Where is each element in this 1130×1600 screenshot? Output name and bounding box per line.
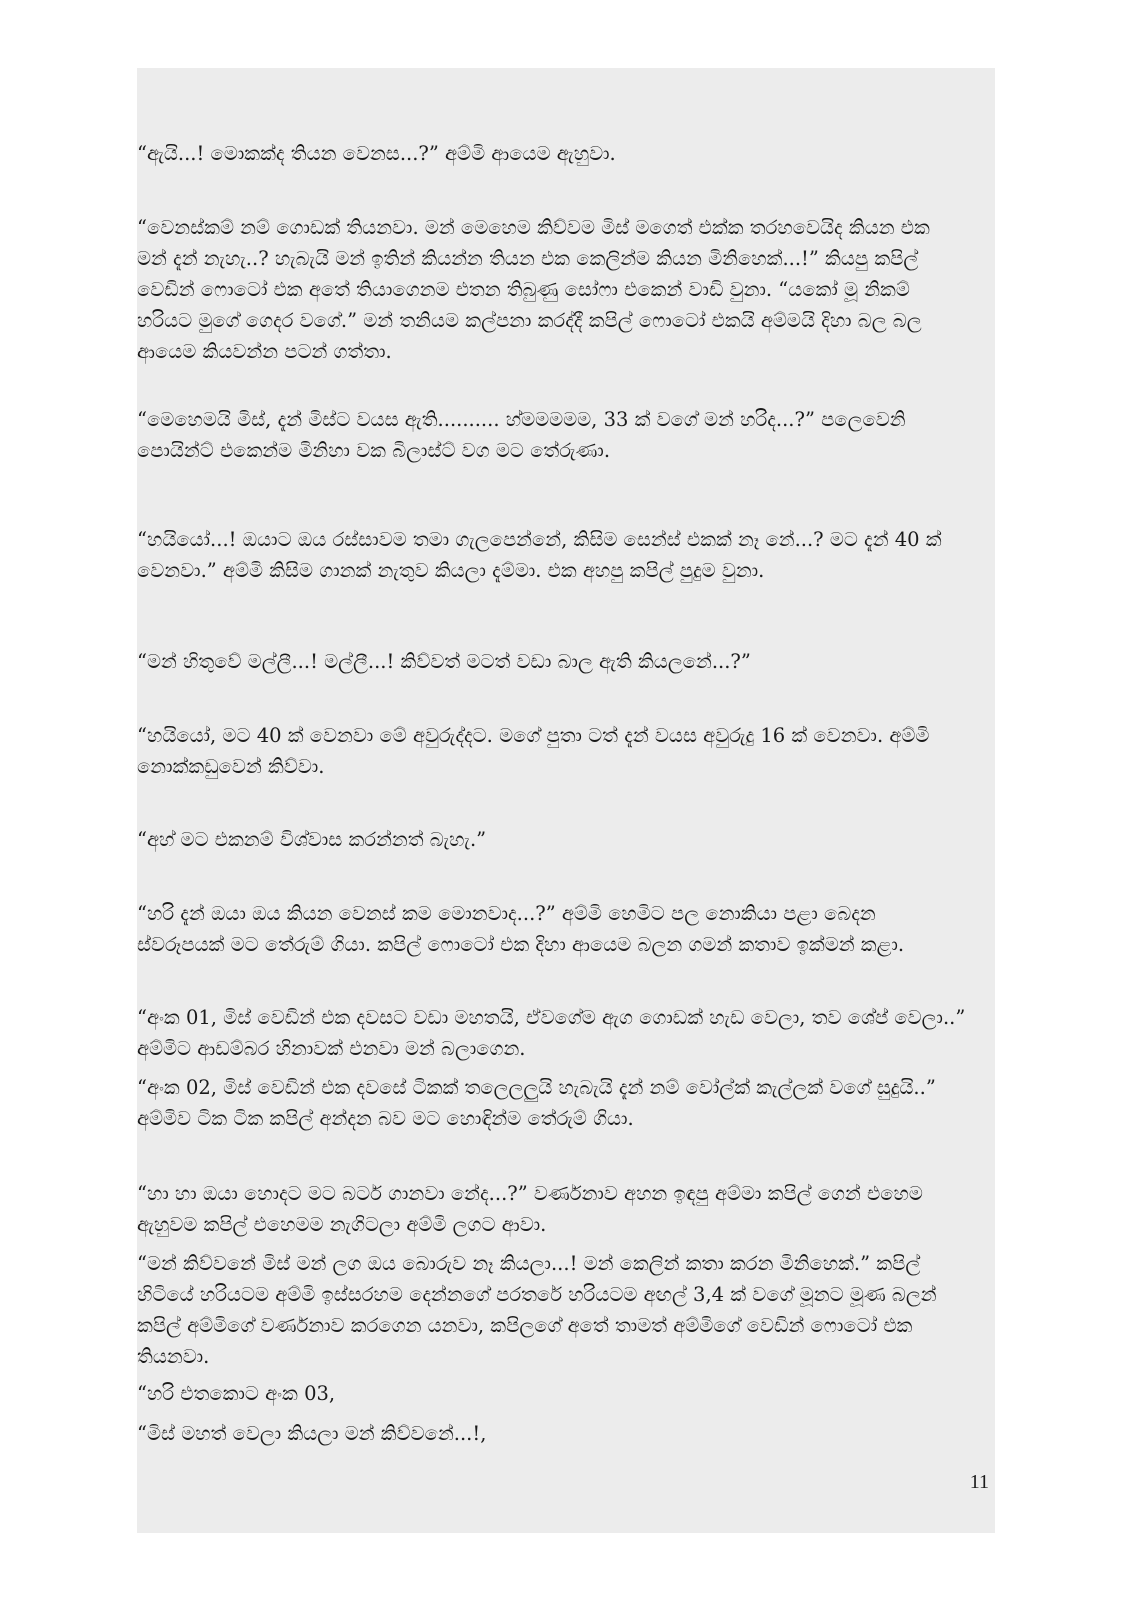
text-line: අම්මිට ආඩම්බර හිනාවක් එනවා මන් බලාගෙන. bbox=[137, 1037, 526, 1060]
paragraph-12 bbox=[137, 1248, 977, 1372]
paragraph-7 bbox=[137, 824, 977, 855]
text-line: “අංක 02, මිස් වෙඩින් එක දවසේ ටිකක් තලෙලලුයි හැබැයි දැන් නම් වෝල්ක් කැල්ලක් වගේ සුදුයි..” bbox=[137, 1076, 936, 1099]
text-line: “අංක 01, මිස් වෙඩින් එක දවසට වඩා මහතයි, ඒවගේම ඇග ගොඩක් හැඩ වෙලා, තව ශේප් වෙලා..” bbox=[137, 1006, 966, 1029]
text-line: “හයියෝ...! ඔයාට ඔය රස්සාවම තමා ගැලපෙන්නේ, කිසිම සෙන්ස් එකක් නෑ නේ...? මට දැන් 40 ක් bbox=[137, 528, 942, 551]
text-line: හරියට මුගේ ගෙදර වගේ.” මන් තනියම කල්පනා කරද්දී කපිල් ෆොටෝ එකයි අම්මයි දිහා බල බල bbox=[137, 309, 922, 332]
text-line: “ඇයි...! මොකක්ද තියන වෙනස...?” අම්මි ආයෙම ඇහුවා. bbox=[137, 142, 616, 165]
text-line: “මෙහෙමයි මිස්, දැන් මිස්ට වයස ඇති.......... හ්මමමමම, 33 ක් වගේ මන් හරිද...?” පලෙවෙනි bbox=[137, 408, 906, 431]
text-line: අම්මිව ටික ටික කපිල් අන්දන බව මට හොඳින්ම තේරුම් ගියා. bbox=[137, 1107, 634, 1130]
text-line: මන් දැන් නැහැ..? හැබැයි මන් ඉතින් කියන්න තියන එක කෙලින්ම කියන මිනිහෙක්...!” කියපු කපිල් bbox=[137, 247, 919, 270]
text-line: තියනවා. bbox=[137, 1345, 210, 1368]
text-line: “හයියෝ, මට 40 ක් වෙනවා මේ අවුරුද්දට. මගේ පුතා ටත් දැන් වයස අවුරුදු 16 ක් වෙනවා. අම්මි bbox=[137, 724, 930, 747]
text-line: වෙනවා.” අම්මි කිසිම ගානක් නැතුව කියලා දැම්මා. එක අහපු කපිල් පුදුම වුනා. bbox=[137, 559, 765, 582]
text-line: හිටියේ හරියටම අම්මි ඉස්සරහම දෙන්නගේ පරතරේ හරියටම අඟල් 3,4 ක් වගේ මූනට මූණ බලන් bbox=[137, 1283, 937, 1306]
text-line: “හරි දැන් ඔයා ඔය කියන වෙනස් කම මොනවාද...?” අම්මි හෙමිට පල නොකියා පළා බෙදන bbox=[137, 902, 876, 925]
text-line: “මන් කිව්වනේ මිස් මන් ලග ඔය බොරුව නෑ කියලා...! මන් කෙලින් කතා කරන මිනිහෙක්.” කපිල් bbox=[137, 1252, 921, 1275]
text-line: “හරි එතකොට අංක 03, bbox=[137, 1382, 336, 1405]
paragraph-3 bbox=[137, 404, 977, 466]
paragraph-10 bbox=[137, 1072, 977, 1134]
text-line: නොක්කඩුවෙන් කිව්වා. bbox=[137, 755, 325, 778]
text-line: “අහ් මට එකනම් විශ්වාස කරන්නත් බැහැ.” bbox=[137, 828, 487, 851]
document-page bbox=[137, 68, 995, 1533]
paragraph-11 bbox=[137, 1178, 977, 1240]
text-line: කපිල් අම්මිගේ වර්ණනාව කරගෙන යනවා, කපිලගේ අතේ තාමත් අම්මිගේ වෙඩින් ෆොටෝ එක bbox=[137, 1314, 913, 1337]
paragraph-2 bbox=[137, 212, 977, 367]
paragraph-1 bbox=[137, 138, 977, 169]
paragraph-8 bbox=[137, 898, 977, 960]
text-line: “හා හා ඔයා හොදට මට බටර් ගානවා නේද...?” වර්ණනාව අහන ඉඳපු අම්මා කපිල් ගෙන් එහෙම bbox=[137, 1182, 923, 1205]
paragraph-13 bbox=[137, 1378, 977, 1409]
page-number: 11 bbox=[969, 1471, 989, 1493]
paragraph-9 bbox=[137, 1002, 977, 1064]
paragraph-4 bbox=[137, 524, 977, 586]
text-line: ඇහුවම කපිල් එහෙමම නැගිටලා අම්මි ලගට ආවා. bbox=[137, 1213, 547, 1236]
paragraph-14 bbox=[137, 1418, 977, 1449]
text-line: ආයෙම කියවන්න පටන් ගත්තා. bbox=[137, 340, 392, 363]
text-line: “මිස් මහත් වෙලා කියලා මන් කිව්වනේ...!, bbox=[137, 1422, 487, 1445]
text-line: “මන් හිතුවේ මල්ලී...! මල්ලී...! කිව්වත් මටත් වඩා බාල ඇති කියලනේ...?” bbox=[137, 650, 751, 673]
paragraph-6 bbox=[137, 720, 977, 782]
text-line: “වෙනස්කම් නම් ගොඩක් තියනවා. මන් මෙහෙම කිව්වම මිස් මගෙත් එක්ක තරහවෙයිද කියන එක bbox=[137, 216, 930, 239]
paragraph-5 bbox=[137, 646, 977, 677]
text-line: ස්වරූපයක් මට තේරුම් ගියා. කපිල් ෆොටෝ එක දිහා ආයෙම බලන ගමන් කතාව ඉක්මන් කළා. bbox=[137, 933, 905, 956]
text-line: පොයින්ට් එකෙන්ම මිනිහා වක බිලාස්ට් වග මට තේරුණා. bbox=[137, 439, 611, 462]
text-line: වෙඩින් ෆොටෝ එක අතේ තියාගෙනම එතන තිබුණු සෝෆා එකෙන් වාඩි වුනා. “යකෝ මූ නිකම් bbox=[137, 278, 910, 301]
